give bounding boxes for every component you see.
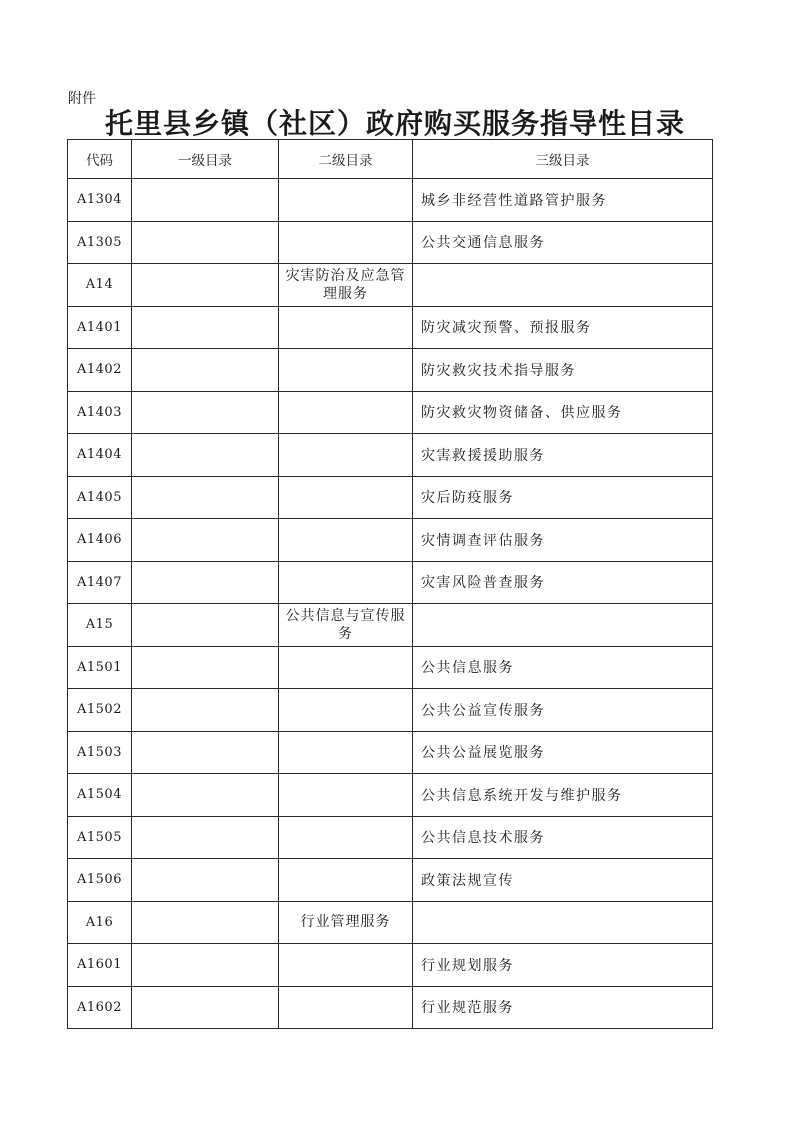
cell-level3: 公共公益展览服务 — [413, 731, 713, 774]
table-header — [68, 140, 713, 179]
cell-code: A15 — [68, 604, 132, 647]
table-row — [68, 986, 713, 1029]
cell-level2 — [279, 689, 413, 732]
cell-code: A1505 — [68, 816, 132, 859]
cell-level2: 灾害防治及应急管理服务 — [279, 264, 413, 307]
cell-level3: 灾后防疫服务 — [413, 476, 713, 519]
cell-level2: 公共信息与宣传服务 — [279, 604, 413, 647]
cell-level2 — [279, 306, 413, 349]
cell-code: A1403 — [68, 391, 132, 434]
table-row — [68, 391, 713, 434]
cell-level1 — [132, 391, 279, 434]
cell-level3: 防灾救灾技术指导服务 — [413, 349, 713, 392]
header-code: 代码 — [68, 140, 132, 179]
cell-level3 — [413, 604, 713, 647]
cell-level1 — [132, 264, 279, 307]
cell-level3: 公共公益宣传服务 — [413, 689, 713, 732]
cell-level3: 灾害风险普查服务 — [413, 561, 713, 604]
cell-level3: 行业规划服务 — [413, 944, 713, 987]
catalog-table-container — [67, 139, 712, 1029]
cell-level3: 公共信息系统开发与维护服务 — [413, 774, 713, 817]
cell-level2 — [279, 476, 413, 519]
cell-level3: 公共信息技术服务 — [413, 816, 713, 859]
cell-level2 — [279, 391, 413, 434]
cell-level1 — [132, 859, 279, 902]
table-row — [68, 561, 713, 604]
cell-level2 — [279, 434, 413, 477]
header-level3: 三级目录 — [413, 140, 713, 179]
table-row — [68, 944, 713, 987]
table-row — [68, 519, 713, 562]
cell-code: A16 — [68, 901, 132, 944]
cell-level3 — [413, 901, 713, 944]
cell-level3: 防灾减灾预警、预报服务 — [413, 306, 713, 349]
cell-level1 — [132, 774, 279, 817]
cell-level2 — [279, 561, 413, 604]
cell-level1 — [132, 519, 279, 562]
table-row — [68, 434, 713, 477]
cell-level3: 公共信息服务 — [413, 646, 713, 689]
cell-level2 — [279, 774, 413, 817]
cell-level2 — [279, 519, 413, 562]
catalog-table — [67, 139, 713, 1029]
cell-code: A1504 — [68, 774, 132, 817]
cell-level3: 灾情调查评估服务 — [413, 519, 713, 562]
attachment-label: 附件 — [68, 91, 96, 107]
cell-level3: 行业规范服务 — [413, 986, 713, 1029]
cell-level1 — [132, 306, 279, 349]
header-level2: 二级目录 — [279, 140, 413, 179]
cell-level1 — [132, 561, 279, 604]
cell-code: A1502 — [68, 689, 132, 732]
cell-level2 — [279, 646, 413, 689]
cell-level2: 行业管理服务 — [279, 901, 413, 944]
cell-level3: 防灾救灾物资储备、供应服务 — [413, 391, 713, 434]
cell-level3 — [413, 264, 713, 307]
table-row — [68, 349, 713, 392]
cell-level3: 灾害救援援助服务 — [413, 434, 713, 477]
table-row — [68, 774, 713, 817]
cell-level1 — [132, 221, 279, 264]
cell-level2 — [279, 179, 413, 222]
cell-level1 — [132, 476, 279, 519]
cell-level1 — [132, 646, 279, 689]
table-row — [68, 264, 713, 307]
cell-level3: 政策法规宣传 — [413, 859, 713, 902]
document-title: 托里县乡镇（社区）政府购买服务指导性目录 — [104, 107, 685, 140]
cell-code: A1407 — [68, 561, 132, 604]
cell-level1 — [132, 349, 279, 392]
cell-code: A1305 — [68, 221, 132, 264]
cell-level2 — [279, 349, 413, 392]
cell-code: A1601 — [68, 944, 132, 987]
cell-code: A1402 — [68, 349, 132, 392]
cell-code: A1506 — [68, 859, 132, 902]
table-row — [68, 689, 713, 732]
cell-code: A1401 — [68, 306, 132, 349]
table-row — [68, 816, 713, 859]
cell-level1 — [132, 816, 279, 859]
cell-level1 — [132, 434, 279, 477]
cell-level2 — [279, 731, 413, 774]
table-row — [68, 476, 713, 519]
table-row — [68, 646, 713, 689]
cell-code: A1406 — [68, 519, 132, 562]
cell-level2 — [279, 986, 413, 1029]
cell-level1 — [132, 731, 279, 774]
table-row — [68, 901, 713, 944]
cell-code: A1304 — [68, 179, 132, 222]
cell-level2 — [279, 221, 413, 264]
header-level1: 一级目录 — [132, 140, 279, 179]
cell-level1 — [132, 604, 279, 647]
table-row — [68, 604, 713, 647]
cell-level1 — [132, 901, 279, 944]
cell-level2 — [279, 944, 413, 987]
cell-code: A1404 — [68, 434, 132, 477]
cell-level3: 城乡非经营性道路管护服务 — [413, 179, 713, 222]
cell-level1 — [132, 944, 279, 987]
cell-code: A1503 — [68, 731, 132, 774]
cell-code: A14 — [68, 264, 132, 307]
cell-level1 — [132, 179, 279, 222]
table-body — [68, 179, 713, 1029]
header-row — [68, 140, 713, 179]
cell-level3: 公共交通信息服务 — [413, 221, 713, 264]
cell-level2 — [279, 816, 413, 859]
cell-code: A1602 — [68, 986, 132, 1029]
cell-code: A1405 — [68, 476, 132, 519]
table-row — [68, 179, 713, 222]
cell-code: A1501 — [68, 646, 132, 689]
cell-level1 — [132, 986, 279, 1029]
table-row — [68, 306, 713, 349]
cell-level1 — [132, 689, 279, 732]
table-row — [68, 221, 713, 264]
table-row — [68, 859, 713, 902]
cell-level2 — [279, 859, 413, 902]
table-row — [68, 731, 713, 774]
